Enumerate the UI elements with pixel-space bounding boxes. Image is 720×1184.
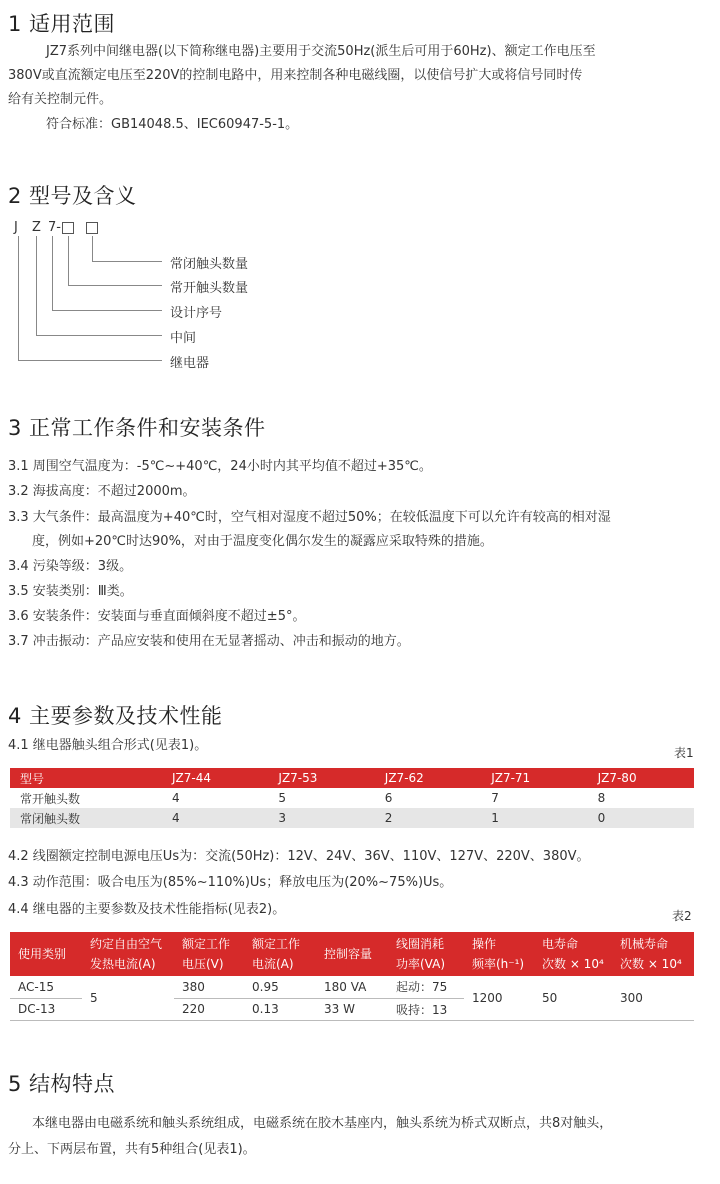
connector-line [52, 236, 53, 311]
table-header-cell: JZ7-80 [588, 768, 694, 788]
table-cell: 5 [278, 791, 287, 805]
section-1-title: 1 适用范围 [8, 12, 116, 36]
table-cell: AC-15 [10, 976, 82, 998]
condition-item: 3.7 冲击振动：产品应安装和使用在无显著摇动、冲击和振动的地方。 [8, 634, 410, 649]
table-header-cell: JZ7-71 [481, 768, 587, 788]
sec1-paragraph-line1: JZ7系列中间继电器(以下简称继电器)主要用于交流50Hz(派生后可用于60Hz)、额定工作电压至 [46, 44, 596, 59]
table-cell: 1200 [464, 976, 534, 1020]
table-header-cell: 电寿命 次数 × 10⁴ [534, 932, 612, 976]
table-cell: 300 [612, 976, 694, 1020]
table-header-cell: 型号 [10, 768, 162, 788]
connector-line [68, 285, 162, 286]
table-cell: 1 [481, 808, 587, 828]
connector-line [18, 360, 162, 361]
code-box-open [62, 222, 74, 234]
sec1-paragraph-line3: 给有关控制元件。 [8, 92, 113, 107]
label-no-count: 常开触头数量 [170, 281, 249, 296]
table-header-cell: 操作 频率(h⁻¹) [464, 932, 534, 976]
label-relay: 继电器 [170, 356, 210, 371]
connector-line [52, 310, 162, 311]
table-header-cell: JZ7-44 [162, 768, 268, 788]
table-cell: 6 [384, 791, 393, 805]
para-4-1: 4.1 继电器触头组合形式(见表1)。 [8, 738, 208, 753]
connector-line [36, 236, 37, 336]
sec1-paragraph-line2: 380V或直流额定电压至220V的控制电路中，用来控制各种电磁线圈，以使信号扩大或将信号同时传 [8, 68, 583, 83]
table-header-cell: 控制容量 [316, 932, 388, 976]
section-3-title: 3 正常工作条件和安装条件 [8, 416, 266, 440]
table-cell: 4 [162, 808, 268, 828]
condition-item: 3.5 安装类别：Ⅲ类。 [8, 584, 133, 599]
table-cell: 3 [268, 808, 374, 828]
table-header-cell: 使用类别 [10, 932, 82, 976]
code-char-j: J [14, 220, 18, 235]
condition-item: 3.1 周围空气温度为：-5℃~+40℃，24小时内其平均值不超过+35℃。 [8, 459, 432, 474]
table-header-cell: JZ7-62 [375, 768, 481, 788]
connector-line [92, 236, 93, 262]
section-4-title: 4 主要参数及技术性能 [8, 704, 223, 728]
connector-line [36, 335, 162, 336]
condition-item: 3.4 污染等级：3级。 [8, 559, 133, 574]
table-header-row [10, 932, 694, 976]
code-box-closed [86, 222, 98, 234]
table-cell: 2 [375, 808, 481, 828]
condition-item: 3.3 大气条件：最高温度为+40℃时，空气相对湿度不超过50%；在较低温度下可以允许有较高的相对湿 [8, 510, 611, 525]
table-cell: 0.13 [244, 998, 316, 1020]
table-cell: 吸持：13 [388, 998, 464, 1020]
table-header-cell: 机械寿命 次数 × 10⁴ [612, 932, 694, 976]
table-cell: 7 [491, 791, 499, 805]
table-cell: 常闭触头数 [10, 808, 162, 828]
table-cell: 常开触头数 [20, 791, 81, 806]
table-header-cell: 额定工作 电流(A) [244, 932, 316, 976]
table-header-cell: 约定自由空气 发热电流(A) [82, 932, 174, 976]
para-4-3: 4.3 动作范围：吸合电压为(85%~110%)Us；释放电压为(20%~75%)Us。 [8, 875, 453, 890]
table-cell: 4 [172, 791, 180, 805]
table-cell: 33 W [316, 998, 388, 1020]
table-cell: 50 [534, 976, 612, 1020]
label-design-no: 设计序号 [170, 306, 223, 321]
section-2-title: 2 型号及含义 [8, 184, 137, 208]
table-header-cell: 线圈消耗 功率(VA) [388, 932, 464, 976]
sec1-standard: 符合标准：GB14048.5、IEC60947-5-1。 [46, 117, 299, 132]
table-tech-parameters [10, 932, 694, 1021]
sec5-paragraph-line1: 本继电器由电磁系统和触头系统组成，电磁系统在胶木基座内，触头系统为桥式双断点，共8对触头， [32, 1116, 613, 1131]
para-4-4: 4.4 继电器的主要参数及技术性能指标(见表2)。 [8, 902, 286, 917]
table-header-row [10, 768, 694, 788]
condition-item: 3.6 安装条件：安装面与垂直面倾斜度不超过±5°。 [8, 609, 306, 624]
table-cell: 220 [174, 998, 244, 1020]
code-char-7: 7- [48, 220, 61, 235]
condition-item: 3.2 海拔高度：不超过2000m。 [8, 484, 196, 499]
table-header-cell: 额定工作 电压(V) [174, 932, 244, 976]
connector-line [92, 261, 162, 262]
table-row [10, 976, 694, 998]
table-cell: 起动：75 [388, 976, 464, 998]
sec5-paragraph-line2: 分上、下两层布置，共有5种组合(见表1)。 [8, 1142, 256, 1157]
condition-item-cont: 度，例如+20℃时达90%，对由于温度变化偶尔发生的凝露应采取特殊的措施。 [32, 534, 493, 549]
para-4-2: 4.2 线圈额定控制电源电压Us为：交流(50Hz)：12V、24V、36V、110V、127V、220V、380V。 [8, 849, 590, 864]
label-intermediate: 中间 [170, 331, 197, 346]
table-cell: 180 VA [316, 976, 388, 998]
table-cell: 0.95 [244, 976, 316, 998]
label-nc-count: 常闭触头数量 [170, 257, 249, 272]
table-cell: 0 [588, 808, 694, 828]
connector-line [18, 236, 19, 361]
table-row [10, 808, 694, 828]
table-cell: 8 [597, 791, 606, 805]
table-cell: DC-13 [10, 998, 82, 1020]
table1-label: 表1 [674, 746, 694, 760]
table-row [10, 788, 694, 808]
code-char-z: Z [32, 220, 41, 235]
table-cell: 380 [174, 976, 244, 998]
table-contact-combinations [10, 768, 694, 828]
table-cell: 5 [82, 976, 174, 1020]
table2-label: 表2 [672, 909, 692, 923]
table-header-cell: JZ7-53 [268, 768, 374, 788]
connector-line [68, 236, 69, 286]
section-5-title: 5 结构特点 [8, 1072, 116, 1096]
